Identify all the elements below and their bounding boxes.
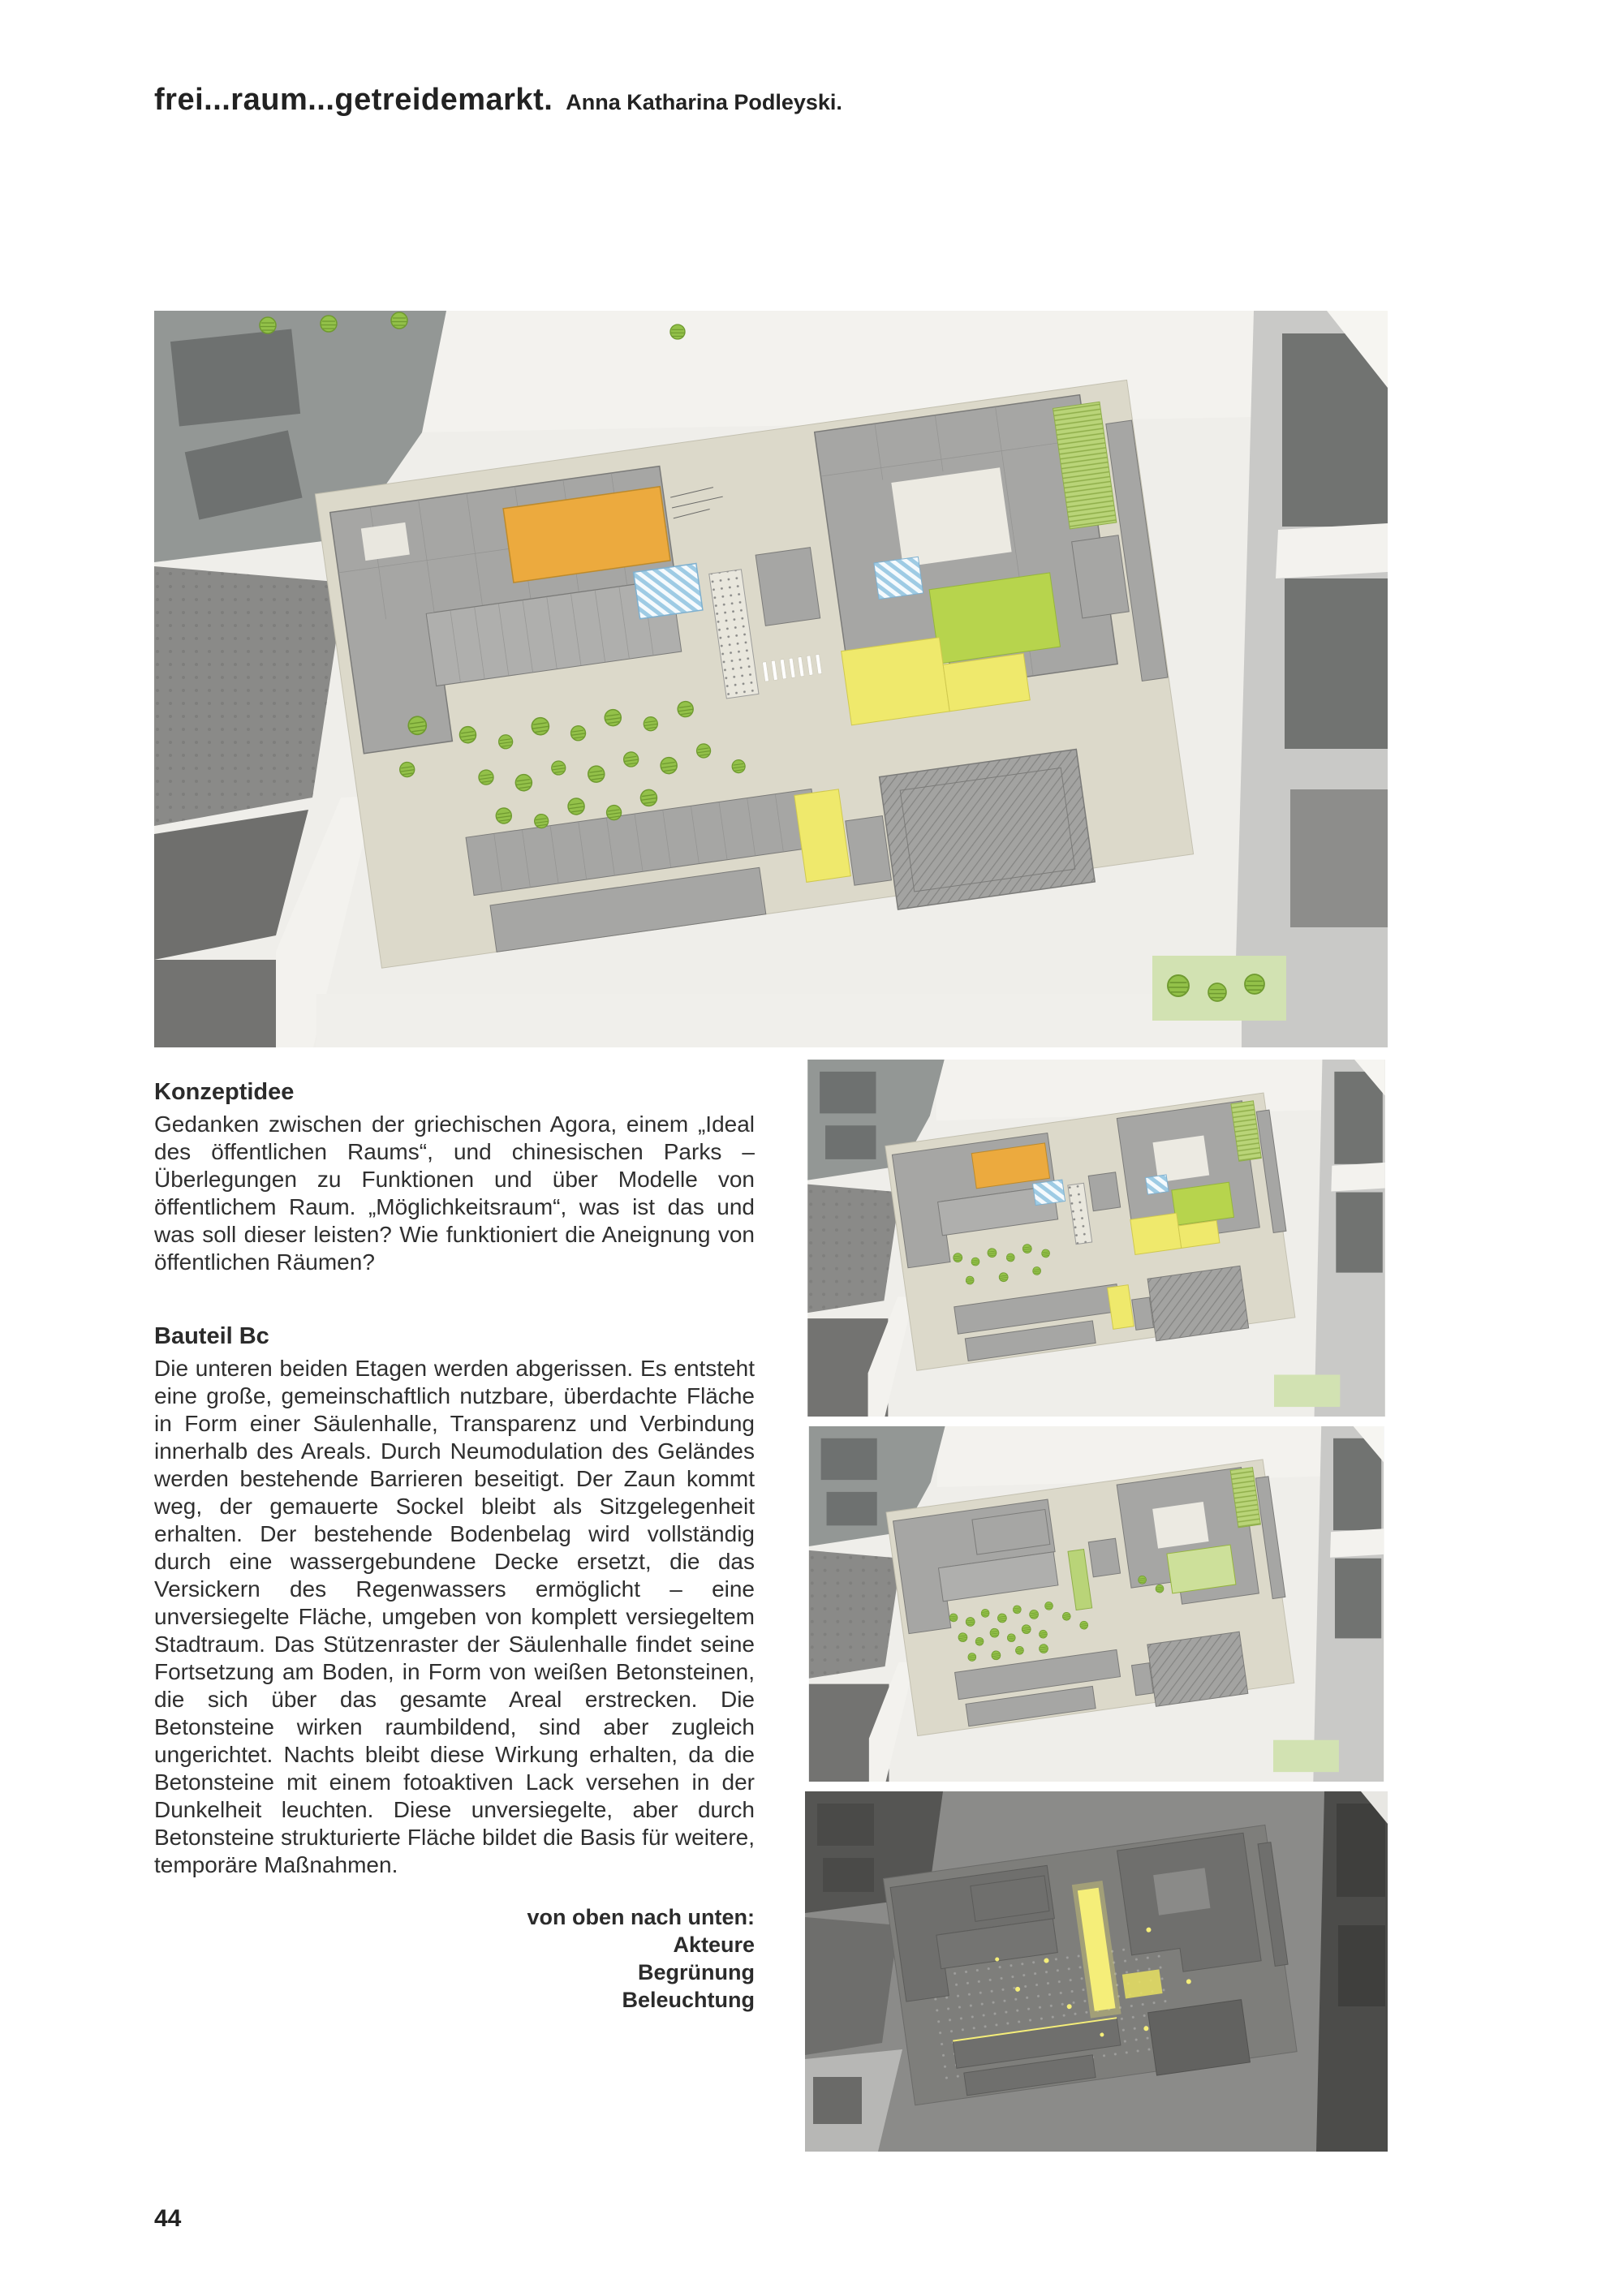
site-plan-beleuchtung-drawing [805, 1791, 1388, 2152]
page-title: frei...raum...getreidemarkt. [154, 83, 553, 117]
section-bauteil-bc [154, 1323, 755, 1879]
caption-item: Beleuchtung [622, 1988, 755, 2012]
page-header [154, 83, 842, 118]
green-area [1167, 1545, 1236, 1593]
text-column [154, 1079, 755, 2014]
site-plan-akteure-drawing [805, 1060, 1388, 1417]
light-patch [1122, 1969, 1163, 1998]
building-hatched-roof [880, 750, 1096, 909]
caption-item: Begrünung [638, 1960, 755, 1984]
main-site-plan-drawing [154, 311, 1388, 1047]
section-body: Die unteren beiden Etagen werden abgerissen. Es entsteht eine große, gemeinschaftlich nutzbare, überdachte Fläche in Form einer Säulenhalle, Transparenz und Verbindung innerhalb des Areals. Durch Neumodulation des Geländes werden bestehende Barrieren beseitigt. Der Zaun kommt weg, der gemauerte Sockel bleibt als Sitzgelegenheit erhalten. Der bestehende Bodenbelag wird vollständig durch eine wassergebundene Decke ersetzt, die das Versickern des Regenwassers ermöglicht – eine unversiegelte Fläche, umgeben von komplett versiegeltem Stadtraum. Das Stützenraster der Säulenhalle findet seine Fortsetzung am Boden, in Form von weißen Betonsteinen, die sich über das gesamte Areal erstrecken. Die Betonsteine wirken raumbildend, sind aber zugleich ungerichtet. Nachts bleibt diese Wirkung erhalten, da die Betonsteine mit einem fotoaktiven Lack versehen in der Dunkelheit leuchten. Diese unversiegelte, aber durch Betonsteine strukturierte Fläche bildet die Basis für weitere, temporäre Maßnahmen. [154, 1356, 755, 1877]
section-heading: Konzeptidee [154, 1079, 295, 1105]
site-plan-begruenung-drawing [805, 1426, 1388, 1782]
main-site-plan [154, 311, 1388, 1047]
caption-item: Akteure [673, 1933, 755, 1957]
building-central [756, 548, 820, 626]
section-body: Gedanken zwischen der griechischen Agora, einem „Ideal des öffentlichen Raums“, und chinesischen Parks – Überlegungen zu Funktionen und über Modelle von öffentlichem Raum. „Möglichkeitsraum“, was ist das und was soll dieser leisten? Wie funktioniert die Aneignung von öffentlichen Räumen? [154, 1111, 755, 1275]
area-yellow-1 [842, 638, 950, 725]
site-plan-begruenung [805, 1426, 1388, 1782]
caption-intro: von oben nach unten: [527, 1905, 755, 1929]
site-plan-beleuchtung [805, 1791, 1388, 2152]
site-plan-akteure [805, 1060, 1388, 1417]
roof-blue-1 [634, 563, 703, 618]
figure-caption [154, 1903, 755, 2014]
author-name: Anna Katharina Podleyski. [566, 90, 842, 114]
roof-blue-2 [874, 557, 923, 599]
page-number: 44 [154, 2205, 182, 2232]
section-heading: Bauteil Bc [154, 1323, 269, 1349]
section-konzeptidee [154, 1079, 755, 1276]
